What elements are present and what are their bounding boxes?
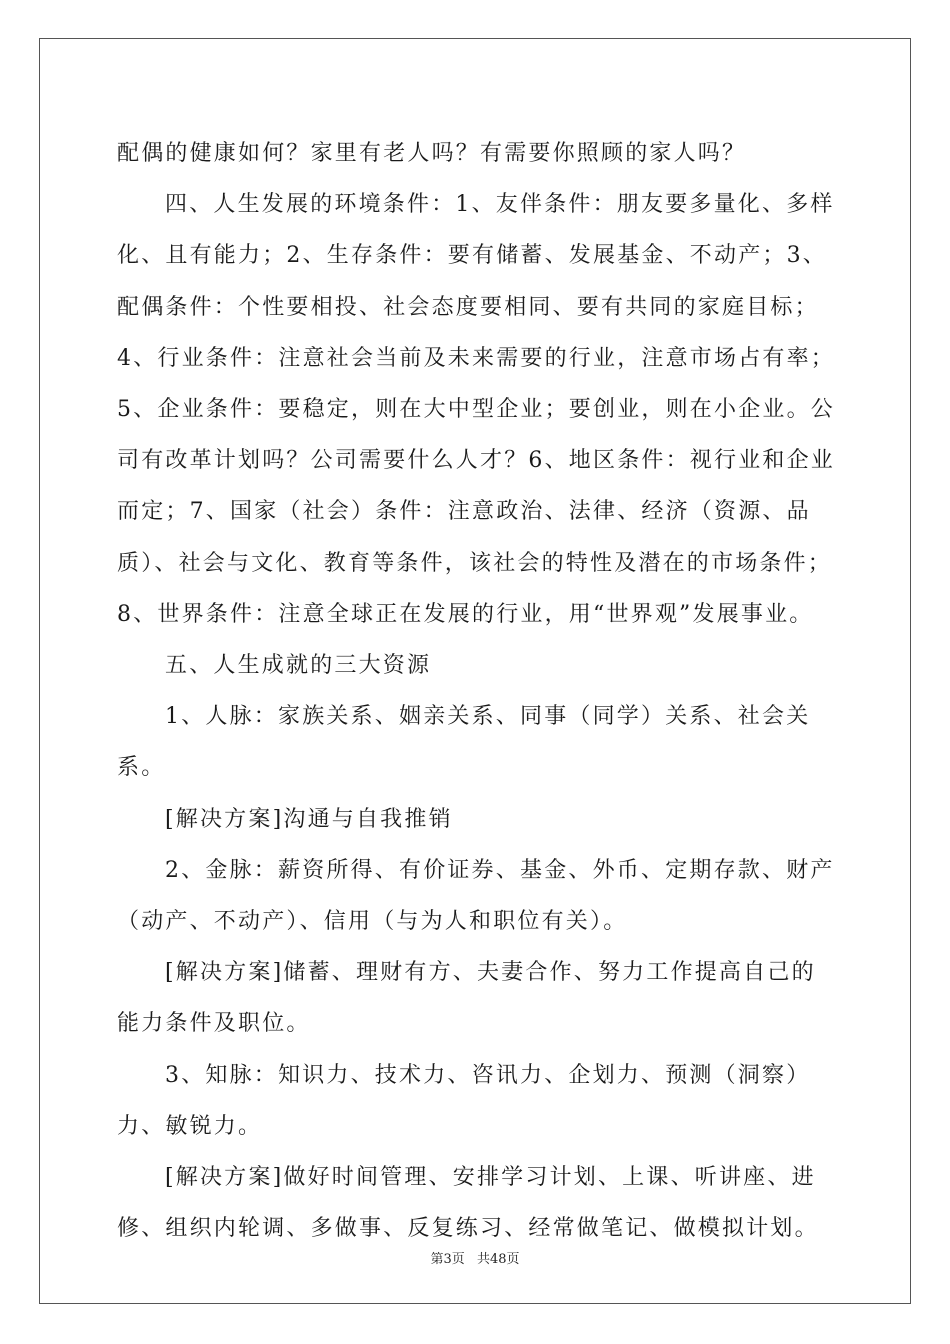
solution-renmai: [解决方案]沟通与自我推销 — [165, 806, 453, 832]
total-pages: 共48页 — [476, 1252, 520, 1267]
solution-zhimai: [解决方案]做好时间管理、安排学习计划、上课、听讲座、进修、组织内轮调、多做事、反复练习、经常做笔记、做模拟计划。 — [117, 1165, 819, 1242]
paragraph-jinmai: 2、金脉：薪资所得、有价证券、基金、外币、定期存款、财产（动产、不动产）、信用（与为人和职位有关）。 — [117, 857, 835, 935]
page-footer — [0, 1248, 950, 1267]
paragraph-environment-conditions: 四、人生发展的环境条件：1、友伴条件：朋友要多量化、多样化、且有能力；2、生存条件：要有储蓄、发展基金、不动产；3、配偶条件：个性要相投、社会态度要相同、要有共同的家庭目标；4、行业条件：注意社会当前及未来需要的行业，注意市场占有率；5、企业条件：要稳定，则在大中型企业；要创业，则在小企业。公司有改革计划吗？公司需要什么人才？6、地区条件：视行业和企业而定；7、国家（社会）条件：注意政治、法律、经济（资源、品质）、社会与文化、教育等条件，该社会的特性及潜在的市场条件；8、世界条件：注意全球正在发展的行业，用“世界观”发展事业。 — [117, 192, 835, 627]
solution-jinmai: [解决方案]储蓄、理财有方、夫妻合作、努力工作提高自己的能力条件及职位。 — [117, 960, 816, 1037]
paragraph-1: 配偶的健康如何？家里有老人吗？有需要你照顾的家人吗？ — [117, 141, 747, 166]
paragraph-zhimai: 3、知脉：知识力、技术力、咨讯力、企划力、预测（洞察）力、敏锐力。 — [117, 1062, 811, 1139]
page-number: 第3页 — [430, 1252, 465, 1267]
section-heading-three-resources: 五、人生成就的三大资源 — [165, 653, 432, 679]
paragraph-renmai: 1、人脉：家族关系、姻亲关系、同事（同学）关系、社会关系。 — [117, 704, 811, 781]
document-body — [117, 128, 837, 1254]
